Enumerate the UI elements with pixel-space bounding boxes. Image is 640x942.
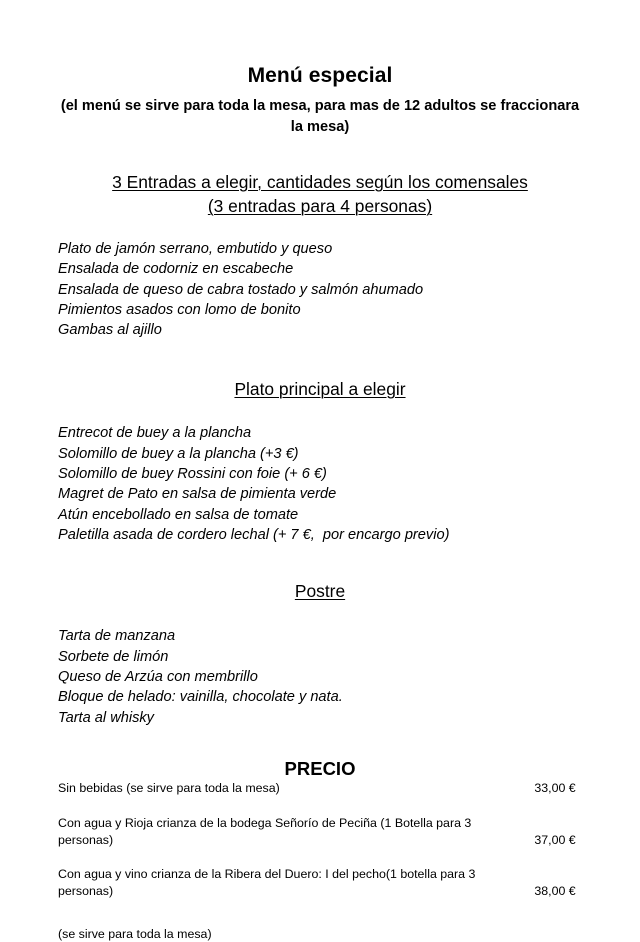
table-spacer xyxy=(0,797,640,815)
spacer-cell xyxy=(534,848,640,866)
list-item: Plato de jamón serrano, embutido y queso xyxy=(58,240,333,257)
price-amount: 38,00 € xyxy=(534,884,576,899)
dessert-list xyxy=(0,626,640,728)
section-heading-starters xyxy=(0,170,640,195)
section-heading-main xyxy=(0,377,640,402)
list-item: Pimientos asados con lomo de bonito xyxy=(58,302,301,319)
list-item: Tarta de manzana xyxy=(58,628,176,645)
table-row xyxy=(0,815,640,848)
price-table xyxy=(0,780,640,900)
list-item: Atún encebollado en salsa de tomate xyxy=(58,506,299,523)
price-description: Con agua y Rioja crianza de la bodega Señorío de Peciña (1 Botella para 3 personas) xyxy=(58,815,472,847)
list-item: Tarta al whisky xyxy=(58,709,154,726)
section-heading-starters-line1: 3 Entradas a elegir, cantidades según los comensales xyxy=(112,171,528,192)
list-item: Ensalada de codorniz en escabeche xyxy=(58,261,294,278)
list-item: Ensalada de queso de cabra tostado y salmón ahumado xyxy=(58,281,424,298)
price-heading: PRECIO xyxy=(284,757,356,779)
starters-list xyxy=(0,239,640,341)
spacer-cell xyxy=(0,797,534,815)
list-item: Magret de Pato en salsa de pimienta verde xyxy=(58,486,337,503)
list-item: Sorbete de limón xyxy=(58,648,169,665)
section-heading-starters-line2: (3 entradas para 4 personas) xyxy=(207,196,433,217)
section-heading-dessert-text: Postre xyxy=(294,581,346,602)
price-footnote: (se sirve para toda la mesa) xyxy=(58,926,212,941)
table-row xyxy=(0,866,640,899)
table-spacer xyxy=(0,848,640,866)
section-heading-dessert xyxy=(0,579,640,604)
price-description: Sin bebidas (se sirve para toda la mesa) xyxy=(58,781,280,796)
list-item: Gambas al ajillo xyxy=(58,322,162,339)
list-item: Solomillo de buey a la plancha (+3 €) xyxy=(58,445,299,462)
spacer-cell xyxy=(534,797,640,815)
list-item: Bloque de helado: vainilla, chocolate y nata. xyxy=(58,689,343,706)
main-course-list xyxy=(0,423,640,545)
spacer-cell xyxy=(0,848,534,866)
price-amount: 33,00 € xyxy=(534,781,576,796)
table-row xyxy=(0,780,640,797)
list-item: Entrecot de buey a la plancha xyxy=(58,425,252,442)
price-amount: 37,00 € xyxy=(534,832,576,847)
list-item: Queso de Arzúa con membrillo xyxy=(58,668,258,685)
section-heading-starters-sub xyxy=(0,194,640,219)
list-item: Paletilla asada de cordero lechal (+ 7 €, por encargo previo) xyxy=(58,527,450,544)
section-heading-main-text: Plato principal a elegir xyxy=(234,378,406,399)
page-title: Menú especial xyxy=(247,64,393,87)
price-description: Con agua y vino crianza de la Ribera del Duero: I del pecho(1 botella para 3 personas) xyxy=(58,867,476,899)
list-item: Solomillo de buey Rossini con foie (+ 6 €) xyxy=(58,466,327,483)
page-subtitle: (el menú se sirve para toda la mesa, para mas de 12 adultos se fraccionara la mesa) xyxy=(60,98,580,135)
